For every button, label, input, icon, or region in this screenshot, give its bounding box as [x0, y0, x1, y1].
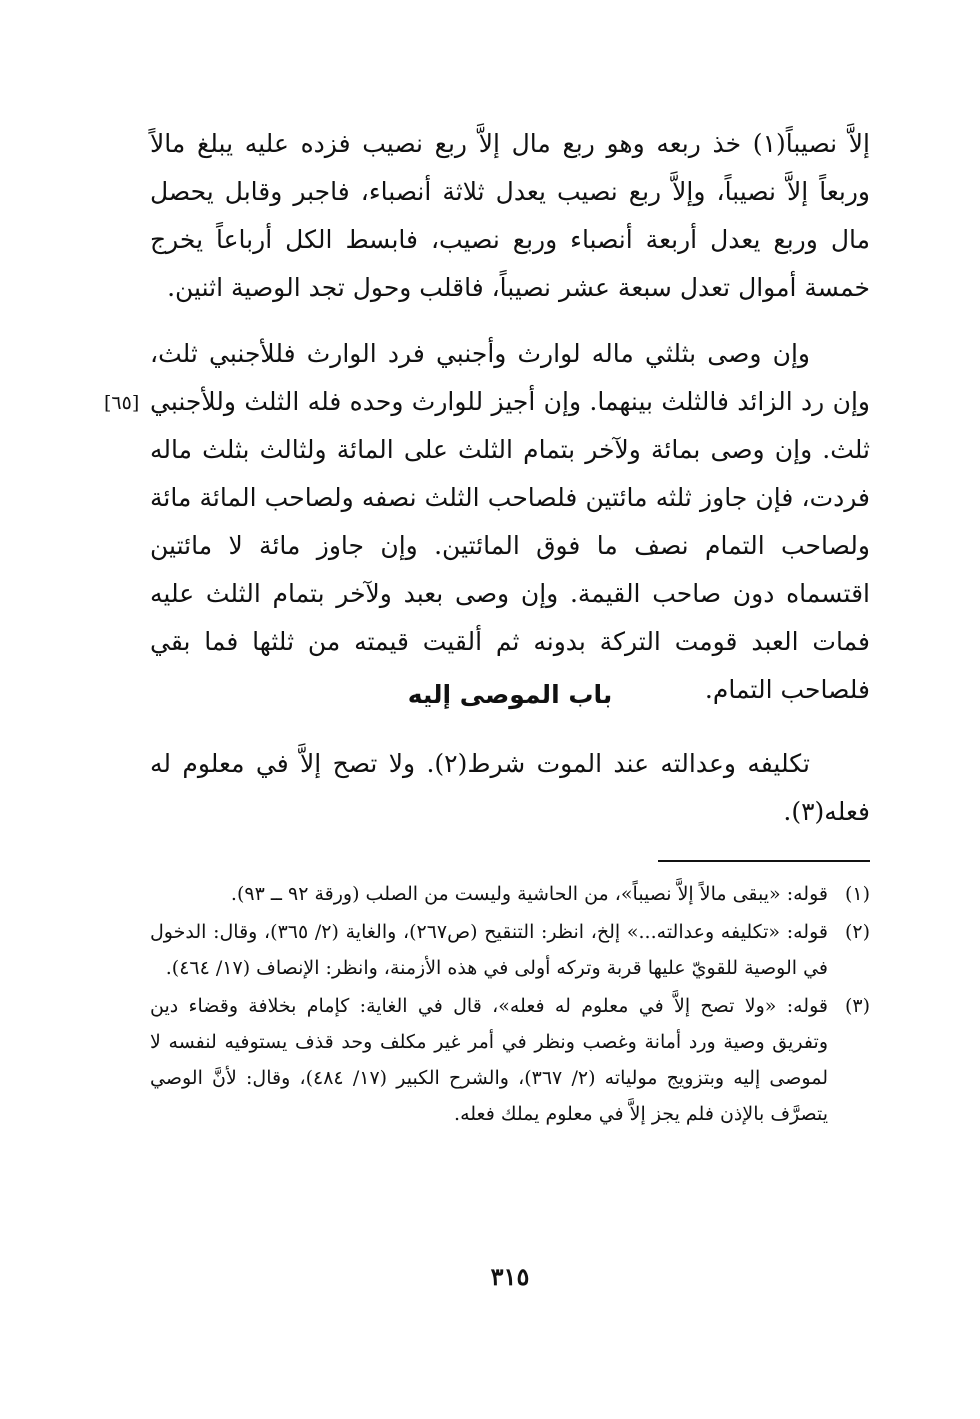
paragraph-text: وإن وصى بثلثي ماله لوارث وأجنبي فرد الوارث فللأجنبي ثلث، وإن رد الزائد فالثلث بينهما. وإن أجيز للوارث وحده فله الثلث وللأجنبي ثلث. وإن وصى بمائة ولآخر بتمام الثلث على المائة ولثالث بثلث ماله فردت، فإن جاوز ثلثه مائتين فلصاحب الثلث نصفه ولصاحب المائة مائة ولصاحب التمام نصف ما فوق المائتين. وإن جاوز مائة لا مائتين اقتسماه دون صاحب القيمة. وإن وصى بعبد ولآخر بتمام الثلث عليه فمات العبد قومت التركة بدونه ثم ألقيت قيمته من ثلثها فما بقي فلصاحب التمام.	[150, 339, 870, 704]
footnote-text: قوله: «ولا تصح إلاَّ في معلوم له فعله»، قال في الغاية: كإمام بخلافة وقضاء دين وتفريق وصية ورد أمانة وغصب ونظر في أمر غير مكلف وحد قذف يستوفيه لنفسه لا لموصى إليه وبتزويج مولياته (٢/ ٣٦٧)، والشرح الكبير (١٧/ ٤٨٤)، وقال: لأنَّ الوصي يتصرَّف بالإذن فلم يجز إلاَّ في معلوم يملك فعله.	[150, 995, 828, 1125]
footnote-text: قوله: «تكليفه وعدالته...» إلخ، انظر: التنقيح (ص٢٦٧)، والغاية (٢/ ٣٦٥)، وقال: الدخول في الوصية للقويّ عليها قربة وتركه أولى في هذه الأزمنة، وانظر: الإنصاف (١٧/ ٤٦٤).	[150, 921, 828, 979]
paragraph-text: إلاَّ نصيباً(١) خذ ربعه وهو ربع مال إلاَّ ربع نصيب فزده عليه يبلغ مالاً وربعاً إلاَّ نصيباً، وإلاَّ ربع نصيب يعدل ثلاثة أنصباء، فاجبر وقابل يحصل مال وربع يعدل أربعة أنصباء وربع نصيب، فابسط الكل أرباعاً يخرج خمسة أموال تعدل سبعة عشر نصيباً، فاقلب وحول تجد الوصية اثنين.	[150, 129, 870, 302]
footnote-divider	[658, 860, 870, 862]
footnote-number: (٢)	[844, 921, 870, 943]
footnote-2	[150, 914, 870, 986]
paragraph-bequest-to-heir	[150, 330, 870, 714]
footnote-number: (٣)	[844, 995, 870, 1017]
footnote-text: قوله: «يبقى مالاً إلاَّ نصيباً»، من الحاشية وليست من الصلب (ورقة ٩٢ ــ ٩٣).	[230, 883, 828, 905]
chapter-heading: باب الموصى إليه	[407, 680, 613, 709]
paragraph-executor-conditions	[150, 740, 870, 836]
page-number: ٣١٥	[490, 1262, 530, 1291]
margin-folio-reference: [٦٥]	[104, 392, 140, 414]
footnote-1	[150, 876, 870, 912]
paragraph-continuation	[150, 120, 870, 312]
footnote-number: (١)	[844, 883, 870, 905]
footnote-3	[150, 988, 870, 1132]
footnotes-section	[150, 876, 870, 1134]
paragraph-text: تكليفه وعدالته عند الموت شرط(٢). ولا تصح إلاَّ في معلوم له فعله(٣).	[150, 749, 870, 826]
